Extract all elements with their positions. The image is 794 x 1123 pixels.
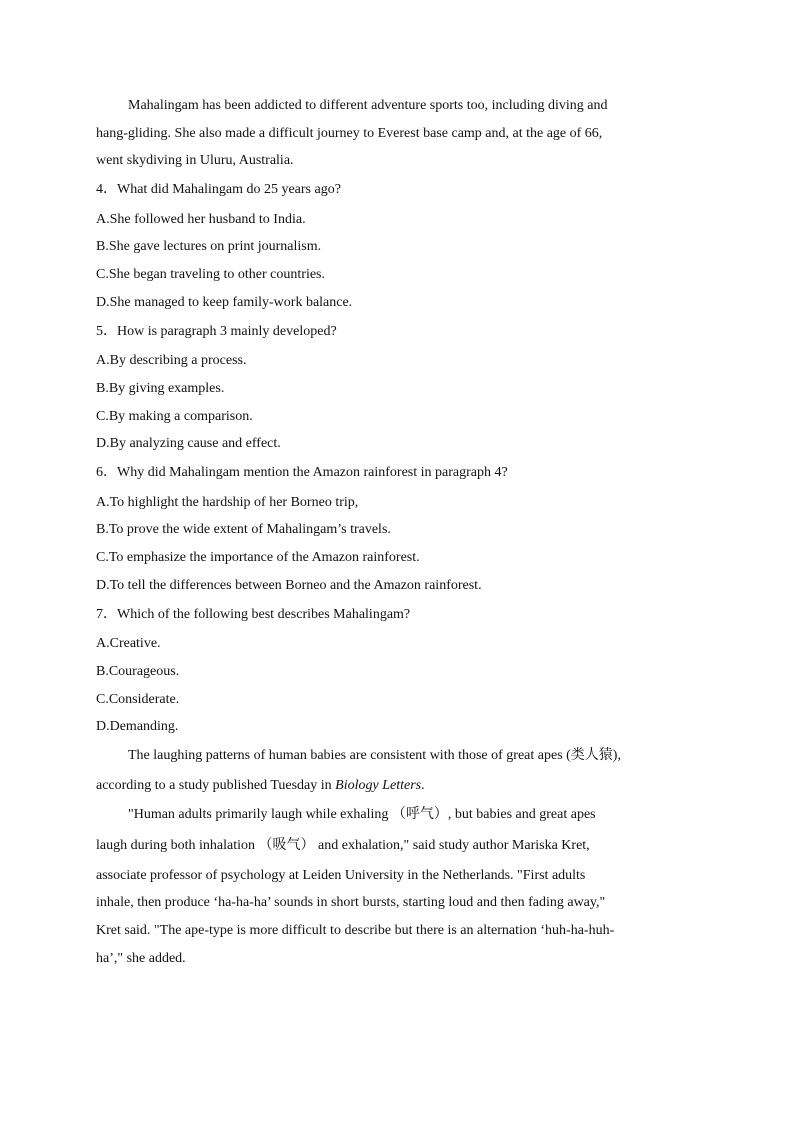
question-4-option-a: A.She followed her husband to India. — [96, 212, 306, 227]
question-5-option-c: C.By making a comparison. — [96, 409, 253, 424]
passage-d-p1-line-2-text: according to a study published Tuesday in — [96, 778, 336, 793]
passage-c-line-2: hang-gliding. She also made a difficult journey to Everest base camp and, at the age of 66, — [96, 126, 603, 141]
question-6-stem: 6．Why did Mahalingam mention the Amazon rainforest in paragraph 4? — [96, 465, 508, 480]
question-5-option-a: A.By describing a process. — [96, 353, 247, 368]
passage-c-line-3: went skydiving in Uluru, Australia. — [96, 153, 294, 168]
question-4-option-d: D.She managed to keep family-work balance. — [96, 295, 353, 310]
passage-d-p2-line-3: associate professor of psychology at Leiden University in the Netherlands. "First adults — [96, 868, 586, 883]
question-5-option-d: D.By analyzing cause and effect. — [96, 436, 281, 451]
passage-d-p2-line-4: inhale, then produce ‘ha-ha-ha’ sounds in short bursts, starting loud and then fading away," — [96, 895, 606, 910]
passage-d-p1-line-1: The laughing patterns of human babies are consistent with those of great apes (类人猿), — [128, 748, 621, 763]
journal-title: Biology Letters — [335, 778, 422, 793]
passage-d-p2-line-5: Kret said. "The ape-type is more difficult to describe but there is an alternation ‘huh-ha-huh- — [96, 923, 615, 938]
question-7-option-b: B.Courageous. — [96, 664, 180, 679]
question-6-option-b: B.To prove the wide extent of Mahalingam’s travels. — [96, 522, 391, 537]
question-6-option-a: A.To highlight the hardship of her Borneo trip, — [96, 495, 359, 510]
question-5-option-b: B.By giving examples. — [96, 381, 225, 396]
question-7-option-c: C.Considerate. — [96, 692, 180, 707]
passage-d-p2-line-6: ha’," she added. — [96, 951, 186, 966]
question-7-stem: 7．Which of the following best describes Mahalingam? — [96, 607, 411, 622]
passage-d-p2-line-2: laugh during both inhalation （吸气） and exhalation," said study author Mariska Kret, — [96, 838, 590, 853]
passage-d-p2-line-1: "Human adults primarily laugh while exhaling （呼气）, but babies and great apes — [128, 807, 596, 822]
passage-c-line-1: Mahalingam has been addicted to different adventure sports too, including diving and — [128, 98, 608, 113]
question-7-option-a: A.Creative. — [96, 636, 161, 651]
passage-d-p1-line-2 — [96, 777, 696, 795]
question-6-option-d: D.To tell the differences between Borneo and the Amazon rainforest. — [96, 578, 482, 593]
question-4-option-b: B.She gave lectures on print journalism. — [96, 239, 322, 254]
question-7-option-d: D.Demanding. — [96, 719, 179, 734]
question-6-option-c: C.To emphasize the importance of the Amazon rainforest. — [96, 550, 420, 565]
question-4-option-c: C.She began traveling to other countries. — [96, 267, 325, 282]
question-5-stem: 5．How is paragraph 3 mainly developed? — [96, 324, 337, 339]
question-4-stem: 4．What did Mahalingam do 25 years ago? — [96, 182, 341, 197]
passage-d-p1-line-2-end: . — [421, 778, 425, 793]
